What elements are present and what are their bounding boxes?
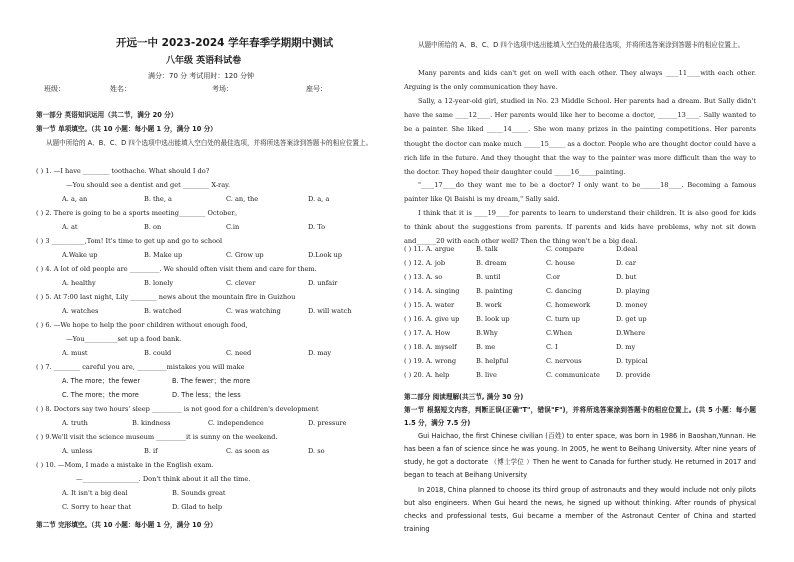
cloze-11-option-a: ( ) 11. A. argue bbox=[404, 245, 455, 253]
exam-meta: 满分：70 分 考试用时：120 分钟 bbox=[148, 72, 254, 80]
q8-option-d: D. pressure bbox=[308, 419, 347, 427]
cloze-18-option-a: ( ) 18. A. myself bbox=[404, 343, 457, 351]
question-6-line2: —You__________set up a food bank. bbox=[66, 335, 182, 343]
q10-option-b: B. Sounds great bbox=[172, 489, 226, 497]
cloze-12-option-b: B. dream bbox=[476, 259, 507, 267]
cloze-16-option-c: C. turn up bbox=[546, 315, 580, 323]
cloze-20-option-a: ( ) 20. A. help bbox=[404, 371, 450, 379]
passage-paragraph-3: "____17____do they want me to be a doctor? I only want to be______18____. Becoming a famous painter like Qi Baishi is my dream," Sally said. bbox=[404, 181, 756, 204]
passage-paragraph-1: Many parents and kids can't get on well with each other. They always ____11____with each other. Arguing is the only communication they have. bbox=[404, 69, 756, 92]
question-3: ( ) 3 __________,Tom! It's time to get up and go to school bbox=[36, 237, 223, 245]
q9-option-b: B. if bbox=[144, 447, 158, 455]
q9-option-c: C. as soon as bbox=[226, 447, 270, 455]
question-2: ( ) 2. There is going to be a sports meeting________ October。 bbox=[36, 209, 242, 217]
cloze-17-option-a: ( ) 17. A. How bbox=[404, 329, 451, 337]
grade-subject: 八年级 英语科试卷 bbox=[166, 56, 242, 66]
cloze-18-option-b: B. me bbox=[476, 343, 496, 351]
q9-option-a: A. unless bbox=[62, 447, 93, 455]
cloze-19-option-d: D. typical bbox=[616, 357, 648, 365]
q6-option-a: A. must bbox=[62, 349, 88, 357]
cloze-17-option-d: D.Where bbox=[616, 329, 646, 337]
question-10: ( ) 10. —Mom, I made a mistake in the English exam. bbox=[36, 461, 214, 469]
cloze-17-option-c: C.When bbox=[546, 329, 573, 337]
cloze-19-option-c: C. nervous bbox=[546, 357, 582, 365]
cloze-16-option-a: ( ) 16. A. give up bbox=[404, 315, 460, 323]
q1-option-b: B. the, a bbox=[144, 195, 172, 203]
q7-option-d: D. The less；the less bbox=[172, 391, 241, 399]
cloze-11-option-c: C. compare bbox=[546, 245, 585, 253]
q5-option-d: D. will watch bbox=[308, 307, 352, 315]
question-8: ( ) 8. Doctors say two hours' sleep _________ is not good for a children's development bbox=[36, 405, 319, 413]
cloze-19-option-b: B. helpful bbox=[476, 357, 509, 365]
q8-option-a: A. truth bbox=[62, 419, 88, 427]
cloze-16-option-b: B. look up bbox=[476, 315, 510, 323]
q8-option-b: B. kindness bbox=[132, 419, 171, 427]
q4-option-b: B. lonely bbox=[144, 279, 174, 287]
part2-section1-heading: 第一节 根据短文内容，判断正误(正确"T"，错误"F")，并将所选答案涂到答题卡的相应位置上。(共 5 小题：每小题 1.5 分，满分 7.5 分) bbox=[404, 406, 756, 427]
cloze-15-option-c: C. homework bbox=[546, 301, 591, 309]
cloze-11-option-b: B. talk bbox=[476, 245, 498, 253]
q1-option-d: D. a, a bbox=[308, 195, 330, 203]
question-1-line2: —You should see a dentist and get ________ X-ray. bbox=[66, 181, 231, 189]
question-4: ( ) 4. A lot of old people are _________. We should often visit them and care for them. bbox=[36, 265, 317, 273]
q8-option-c: C. independence bbox=[208, 419, 264, 427]
q7-option-b: B. The fewer；the more bbox=[172, 377, 251, 385]
q3-option-a: A.Wake up bbox=[62, 251, 98, 259]
part2-heading: 第二部分 阅读理解(共三节, 满分 30 分) bbox=[404, 393, 524, 401]
cloze-14-option-d: D. playing bbox=[616, 287, 650, 295]
cloze-12-option-c: C. house bbox=[546, 259, 575, 267]
q10-option-d: D. Glad to help bbox=[172, 503, 223, 511]
q6-option-d: D. may bbox=[308, 349, 332, 357]
cloze-19-option-a: ( ) 19. A. wrong bbox=[404, 357, 457, 365]
q2-option-d: D. To bbox=[308, 223, 326, 231]
cloze-13-option-d: D. but bbox=[616, 273, 637, 281]
cloze-12-option-d: D. car bbox=[616, 259, 637, 267]
cloze-18-option-d: D. my bbox=[616, 343, 636, 351]
reading-paragraph-1: Gui Haichao, the first Chinese civilian (百姓) to enter space, was born in 1986 in Baoshan,Yunnan. He has been a fan of science since he was young. In 2005, he went to Beihang University. After nine years of study, he got a doctorate （博士学位 ）Then he went to Canada for further study. He returned in 2017 and began to teach at Beihang University bbox=[404, 432, 756, 479]
q10-option-c: C. Sorry to hear that bbox=[62, 503, 132, 511]
q5-option-b: B. watched bbox=[144, 307, 182, 315]
cloze-14-option-c: C. dancing bbox=[546, 287, 582, 295]
cloze-20-option-c: C. communicate bbox=[546, 371, 600, 379]
reading-paragraph-2: In 2018, China planned to choose its third group of astronauts and they would include not only pilots but also engineers. When Gui heard the news, he signed up without thinking. After rounds of physical checks and professional tests, Gui became a member of the Astronaut Center of China and started training bbox=[404, 486, 756, 533]
q2-option-c: C.in bbox=[226, 223, 240, 231]
q5-option-a: A. watches bbox=[62, 307, 99, 315]
q4-option-c: C. clever bbox=[226, 279, 256, 287]
question-1: ( ) 1. —I have ________ toothache. What should I do? bbox=[36, 167, 210, 175]
q7-option-a: A. The more；the fewer bbox=[62, 377, 141, 385]
cloze-17-option-b: B.Why bbox=[476, 329, 498, 337]
cloze-16-option-d: D. get up bbox=[616, 315, 647, 323]
q1-option-c: C. an, the bbox=[226, 195, 259, 203]
q1-option-a: A. a, an bbox=[62, 195, 88, 203]
q10-option-a: A. It isn't a big deal bbox=[62, 489, 128, 497]
question-6: ( ) 6. —We hope to help the poor children without enough food, bbox=[36, 321, 248, 329]
q5-option-c: C. was watching bbox=[226, 307, 281, 315]
section1-heading: 第一节 单项填空。（共 10 小题：每小题 1 分，满分 10 分） bbox=[36, 125, 217, 133]
field-class: 班级： bbox=[44, 85, 65, 93]
exam-title: 开远一中 2023-2024 学年春季学期期中测试 bbox=[116, 37, 334, 49]
section1-instruction: 从题中所给的 A、B、C、D 四个选项中选出能填入空白处的最佳选项，并将所选答案涂到答题卡的相应位置上。 bbox=[46, 139, 373, 147]
section2-heading: 第二节 完形填空。（共 10 小题：每小题 1 分，满分 10 分） bbox=[36, 521, 217, 529]
question-10-line2: —_________________. Don't think about it all the time. bbox=[76, 475, 251, 483]
cloze-13-option-b: B. until bbox=[476, 273, 501, 281]
q3-option-d: D.Look up bbox=[308, 251, 343, 259]
q4-option-d: D. unfair bbox=[308, 279, 338, 287]
cloze-15-option-b: B. work bbox=[476, 301, 502, 309]
q4-option-a: A. healthy bbox=[62, 279, 96, 287]
q2-option-b: B. on bbox=[144, 223, 162, 231]
q6-option-b: B. could bbox=[144, 349, 172, 357]
q3-option-b: B. Make up bbox=[144, 251, 183, 259]
cloze-instruction: 从题中所给的 A、B、C、D 四个选项中选出能填入空白处的最佳选项，并将所选答案涂到答题卡的相应位置上。 bbox=[418, 41, 745, 49]
q9-option-d: D. so bbox=[308, 447, 325, 455]
field-name: 姓名： bbox=[110, 85, 131, 93]
part1-heading: 第一部分 英语知识运用（共二节，满分 20 分） bbox=[36, 111, 178, 119]
cloze-20-option-b: B. live bbox=[476, 371, 497, 379]
cloze-15-option-d: D. money bbox=[616, 301, 648, 309]
q2-option-a: A. at bbox=[62, 223, 78, 231]
cloze-18-option-c: C. I bbox=[546, 343, 558, 351]
cloze-13-option-a: ( ) 13. A. so bbox=[404, 273, 443, 281]
q7-option-c: C. The more；the more bbox=[62, 391, 139, 399]
q6-option-c: C. need bbox=[226, 349, 252, 357]
passage-paragraph-4: I think that it is ____19____for parents to learn to understand their children. It is also good for kids to think about the suggestions from parents. If parents and kids have problems, why not sit down and______20 with each other well? Then the thing won't be a big deal. bbox=[404, 209, 756, 246]
cloze-14-option-b: B. painting bbox=[476, 287, 513, 295]
cloze-12-option-a: ( ) 12. A. job bbox=[404, 259, 446, 267]
q3-option-c: C. Grow up bbox=[226, 251, 264, 259]
passage-paragraph-2: Sally, a 12-year-old girl, studied in No. 23 Middle School. Her parents had a dream. But Sally didn't have the same ____12____. Her parents would like her to become a doctor, ______13____. Sally wanted to be a painter. She liked _____14_____. She won many prizes in the painting competitions. Her parents thought the doctor can make much _____15_____ as a doctor. People who are thought doctor could have a rich life in the future. And they thought that the way to the painter was more difficult than the way to the doctor. They hoped their daughter could _____16_____painting. bbox=[404, 97, 756, 177]
cloze-13-option-c: C.or bbox=[546, 273, 561, 281]
cloze-11-option-d: D.deal bbox=[616, 245, 638, 253]
cloze-14-option-a: ( ) 14. A. singing bbox=[404, 287, 460, 295]
field-room: 考场： bbox=[212, 85, 233, 93]
question-5: ( ) 5. At 7:00 last night, Lily ________ news about the mountain fire in Guizhou bbox=[36, 293, 296, 301]
question-9: ( ) 9.We'll visit the science museum _________it is sunny on the weekend. bbox=[36, 433, 278, 441]
question-7: ( ) 7. ________ careful you are, _________mistakes you will make bbox=[36, 363, 245, 371]
field-seat: 座号： bbox=[306, 85, 327, 93]
cloze-20-option-d: D. provide bbox=[616, 371, 651, 379]
cloze-15-option-a: ( ) 15. A. water bbox=[404, 301, 455, 309]
